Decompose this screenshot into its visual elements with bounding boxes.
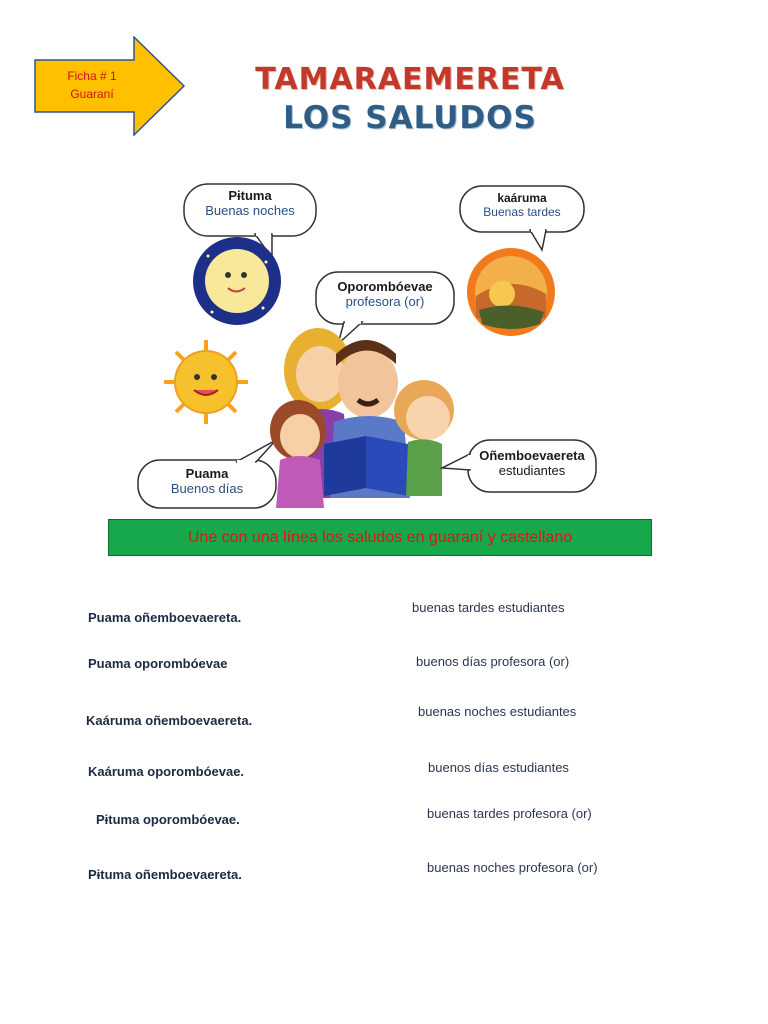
- sunset-bubble-text: [460, 191, 584, 219]
- spanish-word: Buenos días: [170, 481, 244, 496]
- moon-icon: [193, 237, 281, 325]
- students-bubble-text: [468, 448, 596, 478]
- spanish-word: estudiantes: [498, 463, 566, 478]
- spanish-phrase: buenas tardes profesora (or): [427, 806, 592, 821]
- family-figures: [270, 328, 454, 508]
- spanish-word: Buenas noches: [205, 203, 295, 218]
- sun-icon: [164, 340, 248, 424]
- spanish-phrase: buenas tardes estudiantes: [412, 600, 565, 615]
- spanish-word: profesora (or): [345, 294, 425, 309]
- guarani-phrase: Kaáruma oñemboevaereta.: [86, 713, 253, 728]
- moon-bubble-text: [184, 188, 316, 218]
- guarani-phrase: Puama oporombóevae: [88, 656, 228, 671]
- sun-bubble-text: [138, 466, 276, 496]
- teacher-bubble-text: [316, 279, 454, 309]
- guarani-word: Pɨtuma: [228, 188, 272, 203]
- guarani-word: kaáruma: [497, 191, 547, 205]
- ficha-subject: Guaraní: [70, 87, 114, 101]
- instruction-banner: Une con una línea los saludos en guaraní y castellano: [108, 519, 652, 556]
- guarani-phrase: Puama oñemboevaereta.: [88, 610, 242, 625]
- spanish-word: Buenas tardes: [483, 205, 561, 219]
- guarani-phrase: Pɨtuma oporombóevae.: [96, 812, 240, 827]
- guarani-phrase: Kaáruma oporombóevae.: [88, 764, 245, 779]
- guarani-phrase: Pɨtuma oñemboevaereta.: [88, 867, 242, 882]
- spanish-phrase: buenas noches profesora (or): [427, 860, 598, 875]
- guarani-word: Oporombóevae: [337, 279, 433, 294]
- ficha-number: Ficha # 1: [67, 69, 117, 83]
- guarani-word: Puama: [185, 466, 229, 481]
- ficha-label: [40, 67, 144, 103]
- spanish-phrase: buenas noches estudiantes: [418, 704, 577, 719]
- greetings-illustration: [130, 178, 630, 513]
- spanish-phrase: buenos días estudiantes: [428, 760, 569, 775]
- spanish-phrase: buenos días profesora (or): [416, 654, 570, 669]
- page-subtitle: LOS SALUDOS: [283, 100, 537, 136]
- sunset-icon: [467, 248, 555, 336]
- guarani-word: Oñemboevaereta: [479, 448, 585, 463]
- page-title: TAMARAEMERETA: [255, 62, 565, 97]
